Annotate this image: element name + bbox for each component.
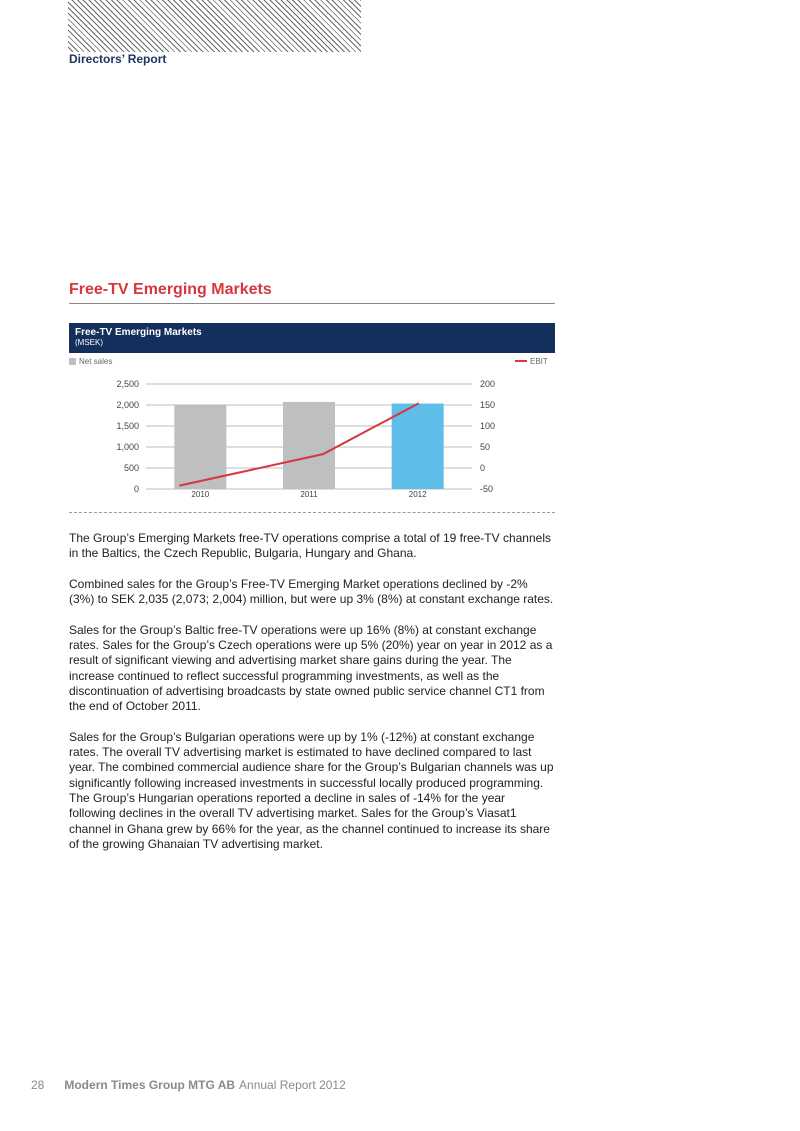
y-left-tick-label: 0 <box>133 484 139 494</box>
bar-net-sales <box>392 404 444 489</box>
x-tick-label: 2010 <box>191 490 210 499</box>
legend-bar-swatch <box>69 358 76 365</box>
chart-bottom-divider <box>69 512 555 513</box>
section-title: Free-TV Emerging Markets <box>69 281 272 298</box>
legend-ebit <box>515 357 548 366</box>
chart-plot <box>69 370 555 500</box>
y-right-tick-label: 100 <box>480 421 496 431</box>
x-tick-label: 2011 <box>300 490 318 499</box>
y-left-tick-label: 1,500 <box>116 421 139 431</box>
chart-title: Free-TV Emerging Markets <box>75 327 202 338</box>
y-right-tick-label: 50 <box>480 442 491 452</box>
header-hatch-pattern <box>68 0 361 52</box>
chart-unit: (MSEK) <box>75 338 103 347</box>
paragraph: Combined sales for the Group’s Free-TV Emerging Market operations declined by -2% (3%) to SEK 2,035 (2,073; 2,004) million, but were up 3% (8%) at constant exchange rates. <box>69 576 554 607</box>
legend-net-sales-label: Net sales <box>79 357 113 366</box>
y-right-tick-label: 200 <box>480 379 496 389</box>
body-text <box>69 531 555 868</box>
x-tick-label: 2012 <box>408 490 427 499</box>
legend-line-swatch <box>515 360 527 362</box>
section-label: Directors’ Report <box>69 52 167 66</box>
chart-header <box>69 323 555 353</box>
y-left-tick-label: 1,000 <box>116 442 139 452</box>
y-left-tick-label: 2,500 <box>116 379 139 389</box>
y-left-tick-label: 500 <box>123 463 139 473</box>
y-right-tick-label: 150 <box>480 400 496 410</box>
paragraph: Sales for the Group’s Bulgarian operations were up by 1% (-12%) at constant exchange rates. The overall TV advertising market is estimated to have declined compared to last year. The combined commercial audience share for the Group’s Bulgarian channels was up significantly following increased investments in successful locally produced programming. The Group’s Hungarian operations reported a decline in sales of -14% for the year following declines in the overall TV advertising market. Sales for the Group’s Viasat1 channel in Ghana grew by 66% for the year, as the channel continued to increase its share of the growing Ghanaian TV advertising market. <box>69 729 554 851</box>
y-left-tick-label: 2,000 <box>116 400 139 410</box>
bar-net-sales <box>283 402 335 489</box>
legend-ebit-label: EBIT <box>530 357 548 366</box>
title-divider <box>69 303 555 304</box>
page-number: 28 <box>31 1078 45 1092</box>
footer-company: Modern Times Group MTG AB <box>64 1078 236 1092</box>
y-right-tick-label: -50 <box>480 484 494 494</box>
paragraph: Sales for the Group’s Baltic free-TV operations were up 16% (8%) at constant exchange rates. Sales for the Group’s Czech operations were up 5% (20%) year on year in 2012 as a result of significant viewing and advertising market share gains during the year. The increase continued to reflect successful programming investments, as well as the discontinuation of advertising broadcasts by state owned public service channel CT1 from the end of October 2011. <box>69 622 553 714</box>
paragraph: The Group’s Emerging Markets free-TV operations comprise a total of 19 free-TV channels in the Baltics, the Czech Republic, Bulgaria, Hungary and Ghana. <box>69 531 551 561</box>
y-right-tick-label: 0 <box>480 463 486 473</box>
footer-report: Annual Report 2012 <box>239 1078 346 1092</box>
legend-net-sales <box>69 357 112 366</box>
footer <box>31 1078 346 1092</box>
